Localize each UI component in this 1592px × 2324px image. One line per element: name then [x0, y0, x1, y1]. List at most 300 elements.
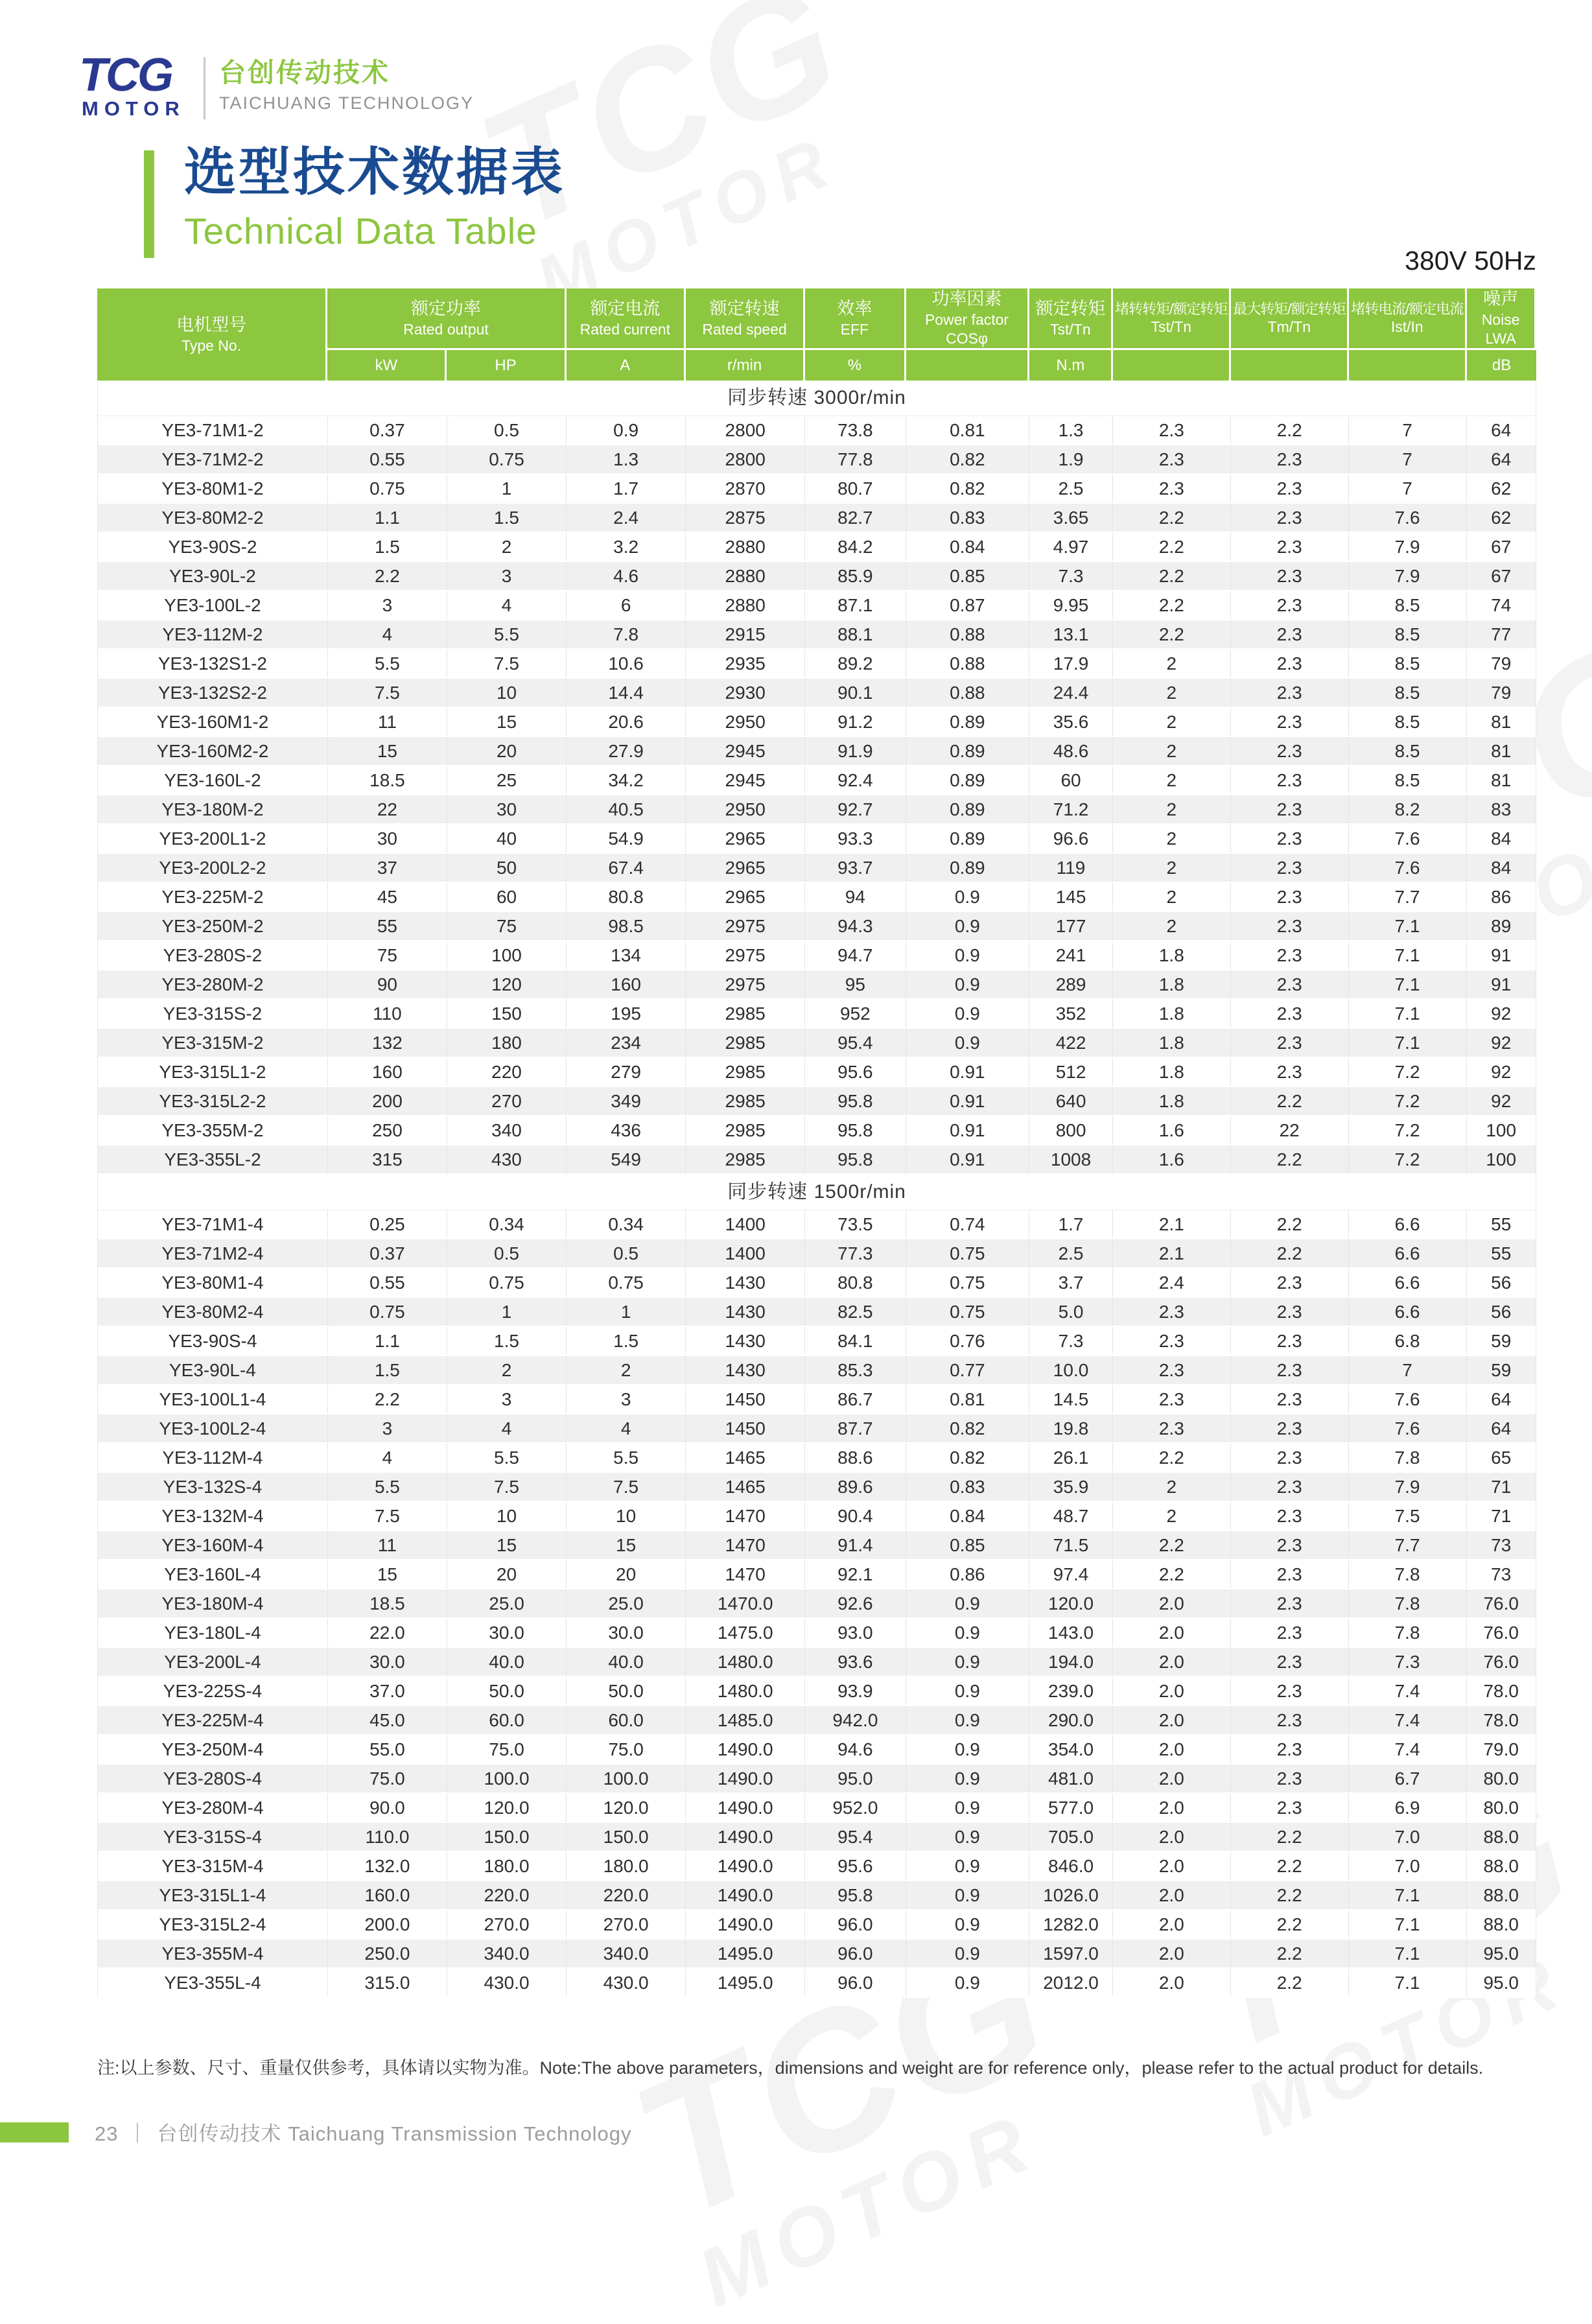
cell-value: 87.7: [805, 1414, 906, 1442]
cell-value: 8.5: [1349, 591, 1467, 619]
cell-value: 120: [447, 970, 567, 998]
cell-value: 430.0: [447, 1969, 567, 1997]
cell-value: 134: [567, 941, 686, 969]
cell-value: 45.0: [328, 1706, 447, 1734]
cell-model: YE3-90S-4: [98, 1327, 328, 1355]
cell-value: 71: [1491, 1505, 1512, 1526]
table-row: [98, 1852, 1536, 1881]
cell-value: 0.91: [906, 1145, 1030, 1173]
cell-value: 59: [1491, 1359, 1512, 1380]
cell-value: 96.0: [805, 1969, 906, 1997]
cell-value: 7.1: [1349, 941, 1467, 969]
cell-value: 4.6: [567, 562, 686, 590]
table-row: [98, 1356, 1536, 1385]
cell-value: 92.4: [805, 766, 906, 794]
cell-value: 7.8: [567, 620, 686, 648]
table-row: [98, 1444, 1536, 1473]
cell-value: 2: [447, 533, 567, 561]
cell-value: 0.88: [906, 650, 1030, 677]
cell-value: 2.3: [1231, 854, 1349, 882]
cell-value: 25: [447, 766, 567, 794]
cell-value: 1.9: [1029, 445, 1113, 473]
cell-model: YE3-80M1-2: [98, 475, 328, 502]
cell-value: 60: [1029, 766, 1113, 794]
cell-value: 93.3: [805, 825, 906, 852]
cell-value: 6.7: [1349, 1765, 1467, 1792]
cell-model: YE3-250M-2: [98, 912, 328, 940]
cell-model: YE3-250M-4: [98, 1735, 328, 1763]
cell-value: 2.2: [1113, 1444, 1231, 1472]
cell-value: 0.83: [906, 1473, 1030, 1501]
cell-value: 0.5: [447, 1239, 567, 1267]
cell-value: 15: [328, 737, 447, 765]
cell-value: 2.0: [1113, 1881, 1231, 1909]
cell-value: 2.2: [1113, 1531, 1231, 1559]
cell-value: 90.0: [328, 1794, 447, 1822]
cell-value: 50: [447, 854, 567, 882]
cell-value: 2.2: [328, 562, 447, 590]
cell-value: 2.3: [1113, 1356, 1231, 1384]
cell-value: 120.0: [567, 1794, 686, 1822]
cell-value: 2.3: [1231, 1000, 1349, 1027]
table-row: [98, 825, 1536, 854]
cell-value: 92.6: [805, 1590, 906, 1617]
cell-value: 0.25: [328, 1210, 447, 1238]
table-row: [98, 1414, 1536, 1444]
table-row: [98, 1940, 1536, 1969]
cell-value: 2880: [686, 591, 805, 619]
cell-value: 92: [1491, 1061, 1512, 1082]
cell-value: 73.8: [805, 416, 906, 444]
cell-value: 0.9: [906, 941, 1030, 969]
cell-value: 75.0: [567, 1735, 686, 1763]
cell-value: 22.0: [328, 1619, 447, 1647]
cell-value: 90: [328, 970, 447, 998]
cell-value: 349: [567, 1087, 686, 1115]
cell-value: 55: [1491, 1214, 1512, 1234]
cell-value: 7.4: [1349, 1706, 1467, 1734]
cell-value: 0.37: [328, 1239, 447, 1267]
cell-value: 88.0: [1483, 1914, 1519, 1934]
cell-value: 0.5: [447, 416, 567, 444]
cell-value: 7.5: [447, 1473, 567, 1501]
cell-value: 2.3: [1113, 1414, 1231, 1442]
cell-value: 2.3: [1231, 825, 1349, 852]
cell-value: 110: [328, 1000, 447, 1027]
cell-value: 7.4: [1349, 1735, 1467, 1763]
cell-model: YE3-355L-4: [98, 1969, 328, 1997]
cell-value: 2.3: [1231, 1560, 1349, 1588]
cell-value: 0.9: [906, 1648, 1030, 1676]
cell-value: 7.1: [1349, 1969, 1467, 1997]
cell-value: 1490.0: [686, 1881, 805, 1909]
cell-value: 40: [447, 825, 567, 852]
cell-value: 640: [1029, 1087, 1113, 1115]
cell-value: 800: [1029, 1116, 1113, 1144]
cell-value: 76.0: [1483, 1593, 1519, 1614]
table-row: [98, 912, 1536, 941]
cell-value: 200.0: [328, 1910, 447, 1938]
cell-value: 96.0: [805, 1910, 906, 1938]
cell-value: 0.83: [906, 504, 1030, 532]
cell-value: 1485.0: [686, 1706, 805, 1734]
cell-value: 2.2: [1113, 620, 1231, 648]
cell-value: 11: [328, 1531, 447, 1559]
cell-value: 220.0: [447, 1881, 567, 1909]
cell-value: 0.9: [906, 1619, 1030, 1647]
cell-value: 2.3: [1231, 912, 1349, 940]
cell-model: YE3-280M-4: [98, 1794, 328, 1822]
cell-model: YE3-315L2-4: [98, 1910, 328, 1938]
cell-value: 98.5: [567, 912, 686, 940]
cell-value: 2.2: [1231, 1940, 1349, 1967]
table-row: [98, 1269, 1536, 1298]
cell-value: 0.89: [906, 825, 1030, 852]
cell-value: 0.82: [906, 445, 1030, 473]
page-title-en: Technical Data Table: [184, 211, 537, 252]
cell-model: YE3-80M2-4: [98, 1298, 328, 1326]
cell-value: 0.5: [567, 1239, 686, 1267]
cell-value: 7.0: [1349, 1852, 1467, 1880]
cell-value: 8.5: [1349, 650, 1467, 677]
cell-model: YE3-100L1-4: [98, 1385, 328, 1413]
footer-divider: ｜: [127, 2122, 148, 2145]
cell-value: 2950: [686, 795, 805, 823]
cell-value: 87.1: [805, 591, 906, 619]
table-row: [98, 1210, 1536, 1239]
cell-value: 0.75: [328, 475, 447, 502]
cell-value: 7.1: [1349, 1940, 1467, 1967]
cell-value: 1.5: [447, 504, 567, 532]
cell-value: 88.6: [805, 1444, 906, 1472]
cell-value: 150.0: [567, 1823, 686, 1851]
cell-value: 194.0: [1029, 1648, 1113, 1676]
table-row: [98, 1473, 1536, 1502]
cell-value: 65: [1491, 1447, 1512, 1468]
cell-model: YE3-132S2-2: [98, 679, 328, 707]
cell-value: 91.4: [805, 1531, 906, 1559]
cell-value: 7.4: [1349, 1677, 1467, 1705]
cell-model: YE3-160L-2: [98, 766, 328, 794]
cell-value: 3: [328, 591, 447, 619]
cell-value: 92: [1491, 1090, 1512, 1111]
cell-model: YE3-200L2-2: [98, 854, 328, 882]
cell-value: 96.6: [1029, 825, 1113, 852]
cell-model: YE3-132S-4: [98, 1473, 328, 1501]
cell-model: YE3-80M1-4: [98, 1269, 328, 1297]
cell-value: 2: [1113, 679, 1231, 707]
table-row: [98, 1823, 1536, 1852]
cell-value: 4.97: [1029, 533, 1113, 561]
table-row: [98, 416, 1536, 445]
cell-value: 2.3: [1113, 1327, 1231, 1355]
table-row: [98, 1239, 1536, 1269]
cell-value: 220.0: [567, 1881, 686, 1909]
cell-value: 93.7: [805, 854, 906, 882]
cell-model: YE3-160L-4: [98, 1560, 328, 1588]
cell-value: 1.8: [1113, 1000, 1231, 1027]
cell-value: 2: [1113, 854, 1231, 882]
cell-value: 25.0: [567, 1590, 686, 1617]
cell-value: 0.34: [447, 1210, 567, 1238]
cell-value: 10: [567, 1502, 686, 1530]
cell-value: 2.0: [1113, 1735, 1231, 1763]
cell-value: 59: [1491, 1330, 1512, 1351]
cell-value: 96.0: [805, 1940, 906, 1967]
section-separator: 同步转速 1500r/min: [98, 1175, 1536, 1210]
cell-value: 1475.0: [686, 1619, 805, 1647]
cell-value: 2.3: [1231, 737, 1349, 765]
cell-value: 3: [328, 1414, 447, 1442]
cell-value: 2.3: [1113, 416, 1231, 444]
cell-value: 160: [328, 1058, 447, 1086]
cell-model: YE3-200L1-2: [98, 825, 328, 852]
cell-model: YE3-90L-4: [98, 1356, 328, 1384]
cell-value: 7.1: [1349, 970, 1467, 998]
cell-value: 1480.0: [686, 1648, 805, 1676]
cell-value: 0.55: [328, 445, 447, 473]
unit-kw: kW: [327, 348, 447, 381]
cell-value: 1430: [686, 1327, 805, 1355]
cell-value: 7.9: [1349, 533, 1467, 561]
cell-value: 80.0: [1483, 1797, 1519, 1818]
cell-model: YE3-71M1-2: [98, 416, 328, 444]
note-text: 注:以上参数、尺寸、重量仅供参考，具体请以实物为准。Note:The above parameters，dimensions and weight are for reference only，please refer to the actual product for details.: [97, 2058, 1484, 2078]
cell-value: 100.0: [567, 1765, 686, 1792]
cell-value: 45: [328, 883, 447, 911]
cell-value: 1: [447, 475, 567, 502]
cell-value: 0.9: [906, 1029, 1030, 1057]
cell-value: 94.7: [805, 941, 906, 969]
cell-value: 5.0: [1029, 1298, 1113, 1326]
table-row: [98, 1298, 1536, 1327]
cell-value: 76.0: [1483, 1651, 1519, 1672]
cell-value: 64: [1491, 449, 1512, 469]
cell-value: 75.0: [447, 1735, 567, 1763]
table-row: [98, 533, 1536, 562]
cell-value: 2.2: [1231, 1823, 1349, 1851]
cell-value: 50.0: [447, 1677, 567, 1705]
cell-value: 5.5: [567, 1444, 686, 1472]
cell-value: 91: [1491, 945, 1512, 965]
cell-value: 73.5: [805, 1210, 906, 1238]
cell-value: 92.7: [805, 795, 906, 823]
col-header-rated-output: 额定功率 Rated output: [327, 288, 567, 348]
cell-model: YE3-132M-4: [98, 1502, 328, 1530]
cell-value: 177: [1029, 912, 1113, 940]
cell-value: 952.0: [805, 1794, 906, 1822]
cell-value: 84.1: [805, 1327, 906, 1355]
cell-value: 40.0: [447, 1648, 567, 1676]
cell-value: 289: [1029, 970, 1113, 998]
cell-value: 7.5: [567, 1473, 686, 1501]
cell-value: 86: [1491, 886, 1512, 907]
cell-value: 110.0: [328, 1823, 447, 1851]
cell-model: YE3-71M2-2: [98, 445, 328, 473]
cell-value: 2.1: [1113, 1239, 1231, 1267]
cell-value: 2945: [686, 766, 805, 794]
cell-model: YE3-315M-4: [98, 1852, 328, 1880]
cell-value: 1470: [686, 1531, 805, 1559]
cell-value: 2.2: [1231, 1881, 1349, 1909]
cell-value: 942.0: [805, 1706, 906, 1734]
cell-value: 62: [1491, 478, 1512, 499]
cell-value: 2975: [686, 941, 805, 969]
table-row: [98, 854, 1536, 883]
cell-value: 577.0: [1029, 1794, 1113, 1822]
cell-value: 0.89: [906, 737, 1030, 765]
cell-value: 74: [1491, 594, 1512, 615]
cell-value: 0.84: [906, 533, 1030, 561]
cell-value: 0.9: [906, 1940, 1030, 1967]
cell-value: 2.2: [1113, 533, 1231, 561]
cell-value: 250: [328, 1116, 447, 1144]
cell-value: 100: [1486, 1120, 1517, 1140]
cell-value: 0.75: [567, 1269, 686, 1297]
cell-value: 2880: [686, 562, 805, 590]
cell-model: YE3-90S-2: [98, 533, 328, 561]
table-row: [98, 1502, 1536, 1531]
cell-value: 95.8: [805, 1145, 906, 1173]
table-row: [98, 1910, 1536, 1940]
cell-model: YE3-71M2-4: [98, 1239, 328, 1267]
cell-value: 26.1: [1029, 1444, 1113, 1472]
cell-value: 1.6: [1113, 1116, 1231, 1144]
cell-value: 270.0: [447, 1910, 567, 1938]
cell-value: 85.3: [805, 1356, 906, 1384]
cell-value: 2.3: [1231, 591, 1349, 619]
cell-model: YE3-100L2-4: [98, 1414, 328, 1442]
cell-value: 422: [1029, 1029, 1113, 1057]
table-row: [98, 1000, 1536, 1029]
cell-value: 180.0: [567, 1852, 686, 1880]
table-row: [98, 941, 1536, 970]
cell-value: 2985: [686, 1029, 805, 1057]
unit-percent: %: [805, 348, 906, 381]
cell-model: YE3-280S-2: [98, 941, 328, 969]
cell-value: 1.6: [1113, 1145, 1231, 1173]
cell-value: 55: [328, 912, 447, 940]
section-separator: 同步转速 3000r/min: [98, 381, 1536, 416]
cell-value: 1.7: [567, 475, 686, 502]
cell-value: 73: [1491, 1534, 1512, 1555]
cell-value: 354.0: [1029, 1735, 1113, 1763]
cell-value: 89.6: [805, 1473, 906, 1501]
cell-value: 2.3: [1231, 562, 1349, 590]
col-header-power-factor: 功率因素 Power factor COSφ: [906, 288, 1030, 348]
cell-value: 220: [447, 1058, 567, 1086]
unit-db: dB: [1467, 348, 1536, 381]
brand-logo-sub: MOTOR: [82, 97, 185, 120]
cell-value: 352: [1029, 1000, 1113, 1027]
table-row: [98, 795, 1536, 825]
footer: [95, 2124, 641, 2144]
cell-model: YE3-315S-4: [98, 1823, 328, 1851]
cell-model: YE3-80M2-2: [98, 504, 328, 532]
cell-value: 7.5: [328, 1502, 447, 1530]
table-row: [98, 650, 1536, 679]
cell-value: 1495.0: [686, 1969, 805, 1997]
cell-value: 250.0: [328, 1940, 447, 1967]
cell-value: 95.0: [1483, 1943, 1519, 1964]
cell-value: 5.5: [328, 650, 447, 677]
table-row: [98, 1116, 1536, 1145]
cell-value: 2.0: [1113, 1852, 1231, 1880]
cell-value: 1490.0: [686, 1910, 805, 1938]
cell-value: 2.2: [1113, 591, 1231, 619]
col-header-locked-rotor-current: 堵转电流/额定电流 Ist/In: [1349, 288, 1467, 348]
company-name-en: TAICHUANG TECHNOLOGY: [219, 93, 474, 113]
table-row: [98, 737, 1536, 766]
cell-value: 30.0: [328, 1648, 447, 1676]
cell-value: 1480.0: [686, 1677, 805, 1705]
cell-value: 4: [328, 620, 447, 648]
cell-value: 60: [447, 883, 567, 911]
cell-value: 7.0: [1349, 1823, 1467, 1851]
cell-model: YE3-180M-2: [98, 795, 328, 823]
cell-value: 10: [447, 679, 567, 707]
cell-value: 315.0: [328, 1969, 447, 1997]
cell-value: 0.82: [906, 1444, 1030, 1472]
cell-value: 2.3: [1231, 1765, 1349, 1792]
cell-value: 2.3: [1231, 445, 1349, 473]
cell-value: 2870: [686, 475, 805, 502]
cell-value: 2.3: [1231, 1327, 1349, 1355]
cell-model: YE3-315L2-2: [98, 1087, 328, 1115]
cell-value: 2.0: [1113, 1677, 1231, 1705]
cell-value: 34.2: [567, 766, 686, 794]
cell-value: 2.2: [1231, 1910, 1349, 1938]
cell-value: 93.9: [805, 1677, 906, 1705]
cell-value: 2: [1113, 737, 1231, 765]
cell-value: 40.0: [567, 1648, 686, 1676]
cell-model: YE3-100L-2: [98, 591, 328, 619]
cell-value: 80.0: [1483, 1768, 1519, 1789]
cell-value: 88.1: [805, 620, 906, 648]
cell-model: YE3-160M-4: [98, 1531, 328, 1559]
cell-value: 0.9: [906, 1706, 1030, 1734]
cell-value: 7: [1349, 475, 1467, 502]
cell-value: 0.81: [906, 1385, 1030, 1413]
cell-value: 75.0: [328, 1765, 447, 1792]
cell-value: 7.8: [1349, 1444, 1467, 1472]
cell-value: 6.8: [1349, 1327, 1467, 1355]
table-row: [98, 475, 1536, 504]
cell-value: 2: [1113, 883, 1231, 911]
cell-value: 54.9: [567, 825, 686, 852]
cell-value: 1.5: [447, 1327, 567, 1355]
cell-value: 0.9: [906, 1910, 1030, 1938]
cell-value: 95.6: [805, 1852, 906, 1880]
cell-value: 91.9: [805, 737, 906, 765]
cell-value: 10.0: [1029, 1356, 1113, 1384]
cell-value: 2985: [686, 1000, 805, 1027]
cell-value: 7.3: [1349, 1648, 1467, 1676]
cell-value: 88.0: [1483, 1884, 1519, 1905]
cell-value: 82.7: [805, 504, 906, 532]
cell-value: 37: [328, 854, 447, 882]
cell-value: 64: [1491, 419, 1512, 440]
cell-value: 48.6: [1029, 737, 1113, 765]
cell-model: YE3-280S-4: [98, 1765, 328, 1792]
cell-value: 89: [1491, 915, 1512, 936]
cell-value: 91.2: [805, 708, 906, 736]
cell-value: 80.7: [805, 475, 906, 502]
table-row: [98, 1648, 1536, 1677]
cell-model: YE3-225M-2: [98, 883, 328, 911]
cell-value: 81: [1491, 740, 1512, 761]
cell-value: 2975: [686, 912, 805, 940]
